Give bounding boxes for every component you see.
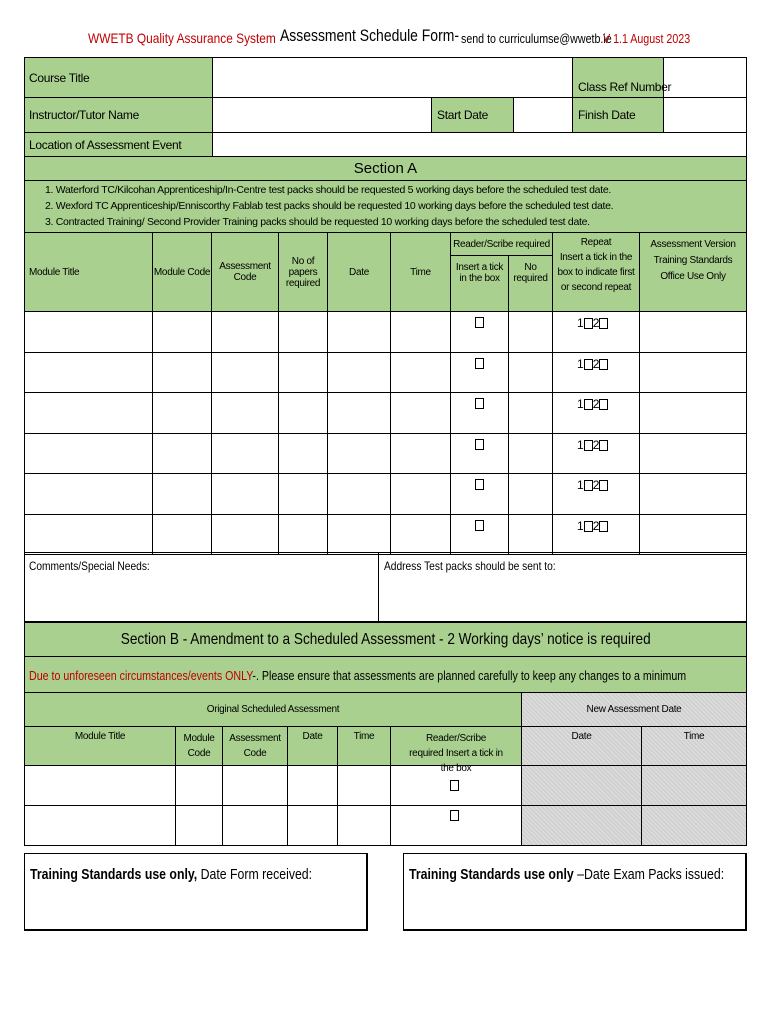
section-b-cell[interactable] (24, 805, 176, 846)
section-a-cell[interactable] (211, 311, 279, 353)
section-a-cell[interactable] (278, 473, 328, 515)
instructor-field[interactable] (212, 97, 432, 133)
start-date-field[interactable] (513, 97, 573, 133)
section-a-cell[interactable] (152, 352, 212, 394)
location-label: Location of Assessment Event (29, 138, 182, 152)
section-a-cell[interactable] (450, 352, 509, 394)
repeat-first-checkbox[interactable] (584, 480, 593, 491)
original-assessment-header: Original Scheduled Assessment (24, 692, 522, 727)
class-ref-field[interactable] (663, 57, 747, 98)
b-col-time: Time (337, 726, 391, 766)
section-a-cell[interactable] (24, 311, 153, 353)
reader-scribe-checkbox[interactable] (475, 520, 484, 531)
section-a-cell[interactable] (390, 392, 451, 434)
footer-left-bold: Training Standards use only, (30, 866, 198, 883)
repeat-second-checkbox[interactable] (599, 318, 608, 329)
repeat-two-label: 2 (592, 356, 600, 371)
reader-scribe-checkbox[interactable] (450, 810, 459, 821)
instructor-label: Instructor/Tutor Name (29, 108, 139, 122)
section-a-cell[interactable] (24, 473, 153, 515)
section-b-cell[interactable] (287, 805, 338, 846)
repeat-one-label: 1 (577, 356, 584, 371)
repeat-second-checkbox[interactable] (599, 521, 608, 532)
section-a-cell[interactable] (552, 473, 640, 515)
section-a-cell[interactable] (552, 352, 640, 394)
repeat-second-checkbox[interactable] (599, 480, 608, 491)
b-col-date: Date (287, 726, 338, 766)
section-a-cell[interactable] (24, 352, 153, 394)
section-a-cell[interactable] (450, 514, 509, 556)
repeat-choice (577, 478, 608, 492)
col-assessment-version (639, 232, 747, 312)
section-a-cell[interactable] (450, 473, 509, 515)
finish-date-label-cell (572, 97, 664, 133)
section-a-title: Section A (24, 156, 747, 181)
warning-rest: -. Please ensure that assessments are planned carefully to keep any changes to a minimum (252, 668, 687, 683)
repeat-second-checkbox[interactable] (599, 440, 608, 451)
section-a-cell[interactable] (24, 514, 153, 556)
section-a-cell[interactable] (390, 311, 451, 353)
footer-right-bold: Training Standards use only (409, 866, 574, 883)
b-col-new-date: Date (521, 726, 642, 766)
repeat-choice (577, 397, 608, 411)
section-a-cell[interactable] (152, 473, 212, 515)
start-date-label: Start Date (437, 108, 489, 122)
section-a-cell[interactable] (639, 514, 747, 556)
section-b-cell[interactable] (641, 805, 747, 846)
finish-date-label: Finish Date (578, 108, 636, 122)
section-a-cell[interactable] (552, 311, 640, 353)
comments-field[interactable] (24, 552, 379, 622)
section-a-cell[interactable] (327, 473, 391, 515)
repeat-one-label: 1 (577, 478, 584, 492)
section-a-cell[interactable] (327, 392, 391, 434)
col-reader-scribe: Reader/Scribe required (450, 232, 553, 256)
repeat-second-checkbox[interactable] (599, 399, 608, 410)
location-label-cell (24, 132, 213, 157)
section-b-cell[interactable] (24, 765, 176, 806)
repeat-one-label: 1 (577, 437, 584, 452)
section-b-cell[interactable] (390, 765, 522, 806)
section-b-cell[interactable] (287, 765, 338, 806)
course-title-label-cell (24, 57, 213, 98)
address-label: Address Test packs should be sent to: (384, 559, 556, 573)
repeat-one-label: 1 (577, 316, 584, 330)
repeat-two-label: 2 (592, 437, 600, 452)
class-ref-label: Class Ref Number (578, 80, 672, 94)
col-assessment-code: Assessment Code (211, 232, 279, 312)
b-col-new-time: Time (641, 726, 747, 766)
note-1: 1. Waterford TC/Kilcohan Apprenticeship/In-Centre test packs should be requested 5 working days before the scheduled test date. (45, 184, 612, 196)
section-a-cell[interactable] (211, 473, 279, 515)
section-a-cell[interactable] (327, 352, 391, 394)
reader-scribe-checkbox[interactable] (475, 439, 484, 450)
section-a-cell[interactable] (639, 311, 747, 353)
repeat-choice (577, 519, 608, 533)
repeat-choice (577, 357, 608, 371)
reader-scribe-checkbox[interactable] (475, 317, 484, 328)
course-title-label: Course Title (29, 71, 90, 85)
section-a-cell[interactable] (508, 473, 553, 515)
section-b-cell[interactable] (521, 765, 642, 806)
section-a-cell[interactable] (211, 392, 279, 434)
section-a-cell[interactable] (24, 433, 153, 475)
b-col-module-code: Module Code (175, 726, 223, 766)
section-a-cell[interactable] (639, 473, 747, 515)
col-no-papers: No of papers required (278, 232, 328, 312)
start-date-label-cell (431, 97, 514, 133)
col-insert-tick: Insert a tick in the box (450, 255, 509, 312)
section-a-cell[interactable] (508, 392, 553, 434)
date-form-received-box[interactable] (24, 853, 368, 931)
version: V 1.1 August 2023 (603, 31, 691, 46)
repeat-two-label: 2 (592, 518, 600, 533)
section-a-cell[interactable] (327, 311, 391, 353)
new-assessment-header: New Assessment Date (521, 692, 747, 727)
section-a-cell[interactable] (639, 433, 747, 475)
repeat-two-label: 2 (592, 478, 600, 492)
repeat-two-label: 2 (592, 316, 600, 330)
section-a-cell[interactable] (508, 352, 553, 394)
reader-scribe-checkbox[interactable] (475, 358, 484, 369)
section-b-cell[interactable] (175, 765, 223, 806)
b-col-assessment-code: Assessment Code (222, 726, 288, 766)
comments-label: Comments/Special Needs: (29, 559, 150, 573)
section-a-cell[interactable] (508, 433, 553, 475)
section-a-cell[interactable] (278, 352, 328, 394)
section-a-cell[interactable] (450, 433, 509, 475)
course-title-field[interactable] (212, 57, 573, 98)
location-field[interactable] (212, 132, 747, 157)
send-to: send to curriculumse@wwetb.ie (461, 31, 612, 46)
reader-scribe-checkbox[interactable] (475, 479, 484, 490)
section-a-cell[interactable] (278, 311, 328, 353)
section-b-cell[interactable] (390, 805, 522, 846)
section-b-cell[interactable] (222, 765, 288, 806)
form-title: Assessment Schedule Form- (280, 26, 459, 45)
section-b-title (24, 622, 747, 657)
note-3: 3. Contracted Training/ Second Provider Training packs should be requested 10 working days before the scheduled test date. (45, 216, 590, 228)
b-col-reader-scribe: Reader/Scribe required Insert a tick in the box (390, 726, 522, 766)
system-name: WWETB Quality Assurance System (88, 30, 276, 46)
repeat-first-checkbox[interactable] (584, 318, 593, 329)
repeat-first-checkbox[interactable] (584, 440, 593, 451)
section-a-cell[interactable] (211, 352, 279, 394)
section-a-cell[interactable] (552, 433, 640, 475)
section-a-cell[interactable] (390, 473, 451, 515)
footer-right-rest: –Date Exam Packs issued: (573, 866, 725, 883)
section-a-cell[interactable] (450, 392, 509, 434)
repeat-instructions: Insert a tick in the box to indicate first or second repeat (557, 252, 635, 293)
section-a-cell[interactable] (390, 352, 451, 394)
repeat-one-label: 1 (577, 397, 584, 411)
class-ref-label-cell (572, 57, 672, 98)
section-b-cell[interactable] (175, 805, 223, 846)
b-col-module-title: Module Title (24, 726, 176, 766)
section-a-cell[interactable] (152, 392, 212, 434)
col-repeat (552, 232, 640, 312)
section-b-title-text: Section B - Amendment to a Scheduled Assessment - 2 Working days’ notice is required (120, 630, 651, 648)
col-module-title: Module Title (24, 232, 153, 312)
repeat-first-checkbox[interactable] (584, 399, 593, 410)
section-a-cell[interactable] (639, 352, 747, 394)
section-a-cell[interactable] (211, 433, 279, 475)
assessment-version-label: Assessment Version Training Standards Office Use Only (650, 239, 736, 282)
reader-scribe-checkbox[interactable] (475, 398, 484, 409)
section-a-cell[interactable] (278, 392, 328, 434)
repeat-choice (577, 438, 608, 452)
repeat-label: Repeat (580, 237, 612, 248)
section-a-cell[interactable] (327, 514, 391, 556)
warning-red: Due to unforeseen circumstances/events ONLY (29, 668, 253, 683)
section-a-cell[interactable] (152, 311, 212, 353)
section-a-notes (24, 180, 747, 233)
reader-scribe-checkbox[interactable] (450, 780, 459, 791)
section-a-cell[interactable] (24, 392, 153, 434)
repeat-first-checkbox[interactable] (584, 521, 593, 532)
col-time: Time (390, 232, 451, 312)
section-a-cell[interactable] (278, 433, 328, 475)
col-no-required: No required (508, 255, 553, 312)
repeat-first-checkbox[interactable] (584, 359, 593, 370)
section-a-cell[interactable] (508, 514, 553, 556)
section-a-cell[interactable] (390, 433, 451, 475)
col-date: Date (327, 232, 391, 312)
section-a-cell[interactable] (552, 514, 640, 556)
repeat-second-checkbox[interactable] (599, 359, 608, 370)
footer-left-rest: Date Form received: (197, 866, 313, 883)
form-header (88, 30, 309, 47)
section-b-cell[interactable] (337, 765, 391, 806)
section-b-warning (24, 656, 747, 693)
section-a-cell[interactable] (450, 311, 509, 353)
finish-date-field[interactable] (663, 97, 747, 133)
section-b-cell[interactable] (222, 805, 288, 846)
section-a-cell[interactable] (508, 311, 553, 353)
col-module-code: Module Code (152, 232, 212, 312)
section-a-cell[interactable] (552, 392, 640, 434)
date-packs-issued-box[interactable] (403, 853, 747, 931)
section-a-cell[interactable] (639, 392, 747, 434)
section-a-cell[interactable] (278, 514, 328, 556)
section-a-cell[interactable] (327, 433, 391, 475)
note-2: 2. Wexford TC Apprenticeship/Enniscorthy Fablab test packs should be requested 10 working days before the scheduled test date. (45, 200, 614, 212)
section-b-cell[interactable] (337, 805, 391, 846)
section-a-cell[interactable] (152, 514, 212, 556)
section-b-cell[interactable] (641, 765, 747, 806)
repeat-choice (577, 316, 608, 330)
repeat-two-label: 2 (592, 397, 600, 411)
repeat-one-label: 1 (577, 518, 584, 533)
section-a-cell[interactable] (390, 514, 451, 556)
section-a-cell[interactable] (211, 514, 279, 556)
section-b-cell[interactable] (521, 805, 642, 846)
instructor-label-cell (24, 97, 213, 133)
section-a-cell[interactable] (152, 433, 212, 475)
address-field[interactable] (378, 552, 747, 622)
